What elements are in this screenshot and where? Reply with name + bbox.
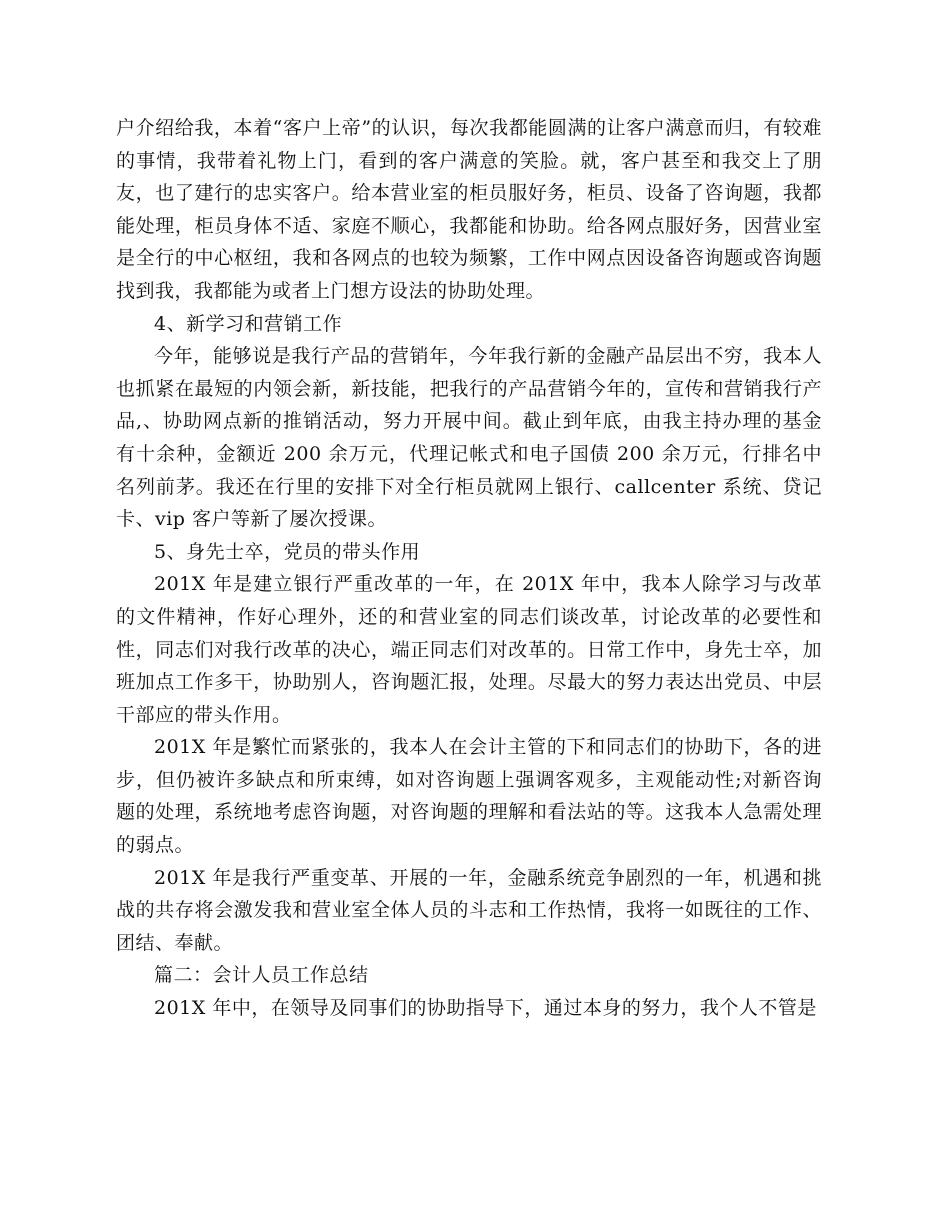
paragraph-part-two-intro: 201X 年中，在领导及同事们的协助指导下，通过本身的努力，我个人不管是 [154, 997, 817, 1020]
paragraph-customer-service: 户介绍给我，本着“客户上帝”的认识，每次我都能圆满的让客户满意而归，有较难的事情，我带着礼物上门，看到的客户满意的笑脸。就，客户甚至和我交上了朋友，也了建行的忠实客户。给本营业室的柜员服好务，柜员、设备了咨询题，我都能处理，柜员身体不适、家庭不顺心，我都能和协助。给各网点服好务，因营业室是全行的中心枢纽，我和各网点的也较为频繁，工作中网点因设备咨询题或咨询题找到我，我都能为或者上门想方设法的协助处理。 [116, 117, 822, 302]
paragraph-reform: 201X 年是建立银行严重改革的一年，在 201X 年中，我本人除学习与改革的文件精神，作好心理外，还的和营业室的同志们谈改革，讨论改革的必要性和性，同志们对我行改革的决心，端正同志们对改革的。日常工作中，身先士卒，加班加点工作多干，协助别人，咨询题汇报，处理。尽最大的努力表达出党员、中层干部应的带头作用。 [116, 573, 822, 726]
paragraph-marketing: 今年，能够说是我行产品的营销年，今年我行新的金融产品层出不穷，我本人也抓紧在最短的内领会新，新技能，把我行的产品营销今年的，宣传和营销我行产品,、协助网点新的推销活动，努力开展中间。截止到年底，由我主持办理的基金有十余种，金额近 200 余万元，代理记帐式和电子国债 200 余万元，行排名中名列前茅。我还在行里的安排下对全行柜员就网上银行、callcenter 系统、贷记卡、vip 客户等新了屡次授课。 [116, 345, 822, 531]
heading-part-two: 篇二：会计人员工作总结 [154, 964, 369, 987]
document-body [116, 112, 822, 1025]
paragraph-outlook: 201X 年是我行严重变革、开展的一年，金融系统竞争剧烈的一年，机遇和挑战的共存将会激发我和营业室全体人员的斗志和工作热情，我将一如既往的工作、团结、奉献。 [116, 866, 822, 954]
paragraph-weaknesses: 201X 年是繁忙而紧张的，我本人在会计主管的下和同志们的协助下，各的进步，但仍被许多缺点和所束缚，如对咨询题上强调客观多，主观能动性;对新咨询题的处理，系统地考虑咨询题，对咨询题的理解和看法站的等。这我本人急需处理的弱点。 [116, 736, 822, 857]
heading-new-learning-marketing: 4、新学习和营销工作 [154, 312, 343, 335]
heading-party-member-role: 5、身先士卒，党员的带头作用 [154, 540, 421, 563]
